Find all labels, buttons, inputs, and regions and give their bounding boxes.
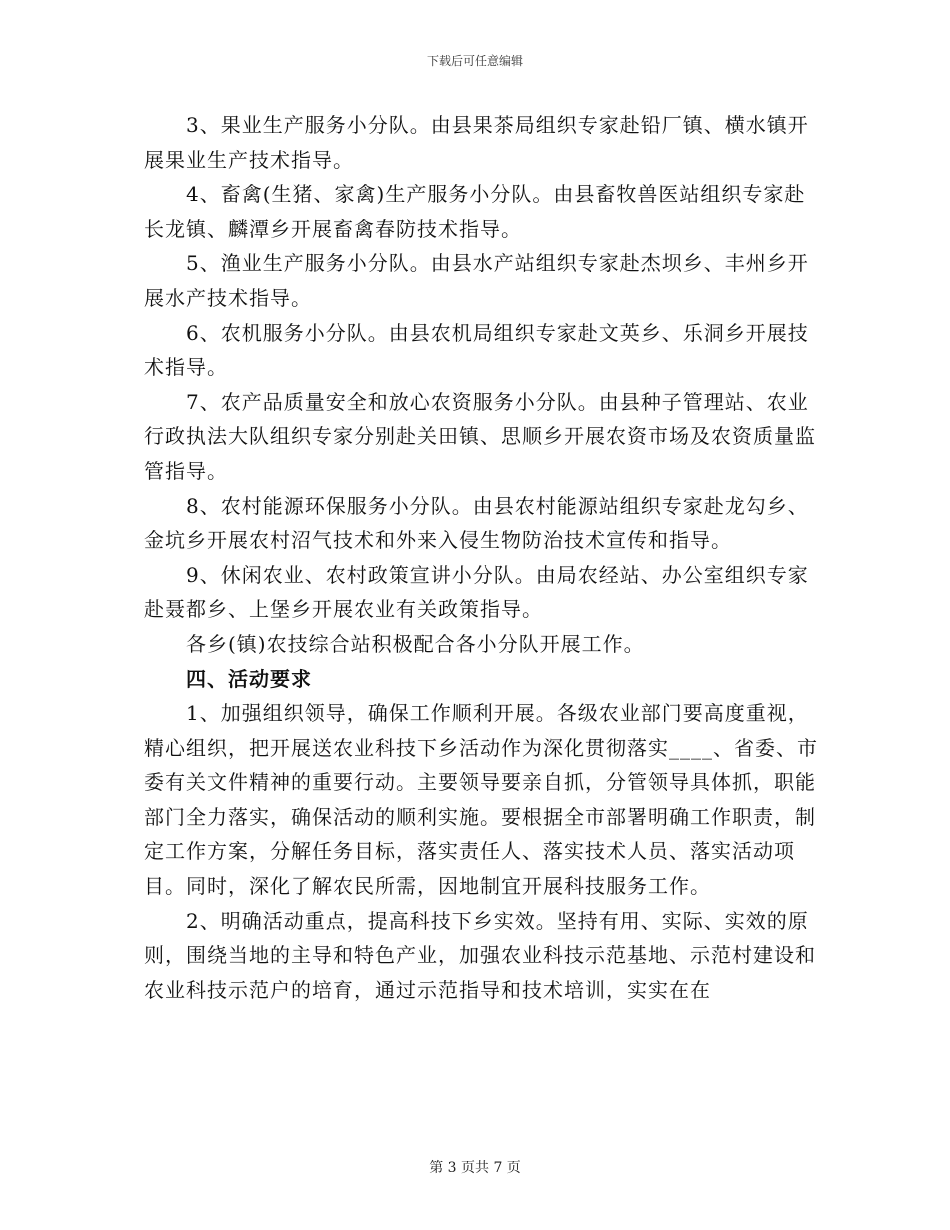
paragraph-leisure-team: 9、休闲农业、农村政策宣讲小分队。由局农经站、办公室组织专家赴聂都乡、上堡乡开展农业有关政策指导。 [144, 562, 809, 622]
paragraph-fruit-team: 3、果业生产服务小分队。由县果茶局组织专家赴铅厂镇、横水镇开展果业生产技术指导。 [144, 113, 809, 172]
requirement-item-1: 1、加强组织领导，确保工作顺利开展。各级农业部门要高度重视，精心组织，把开展送农业科技下乡活动作为深化贯彻落实____、省委、市委有关文件精神的重要行动。主要领导要亲自抓，分管领导具体抓，职能部门全力落实，确保活动的顺利实施。要根据全市部署明确工作职责，制定工作方案，分解任务目标，落实责任人、落实技术人员、落实活动项目。同时，深化了解农民所需，因地制宜开展科技服务工作。 [144, 701, 818, 899]
page-header: 下载后可任意编辑 [426, 54, 523, 68]
document-body [144, 108, 824, 1007]
paragraph-township-stations: 各乡(镇)农技综合站积极配合各小分队开展工作。 [186, 631, 645, 656]
section-heading: 四、活动要求 [186, 666, 312, 691]
paragraph-fishery-team: 5、渔业生产服务小分队。由县水产站组织专家赴杰坝乡、丰州乡开展水产技术指导。 [144, 251, 809, 310]
paragraph-energy-team: 8、农村能源环保服务小分队。由县农村能源站组织专家赴龙勾乡、金坑乡开展农村沼气技术和外来入侵生物防治技术宣传和指导。 [144, 493, 809, 553]
paragraph-livestock-team: 4、畜禽(生猪、家禽)生产服务小分队。由县畜牧兽医站组织专家赴长龙镇、麟潭乡开展畜禽春防技术指导。 [144, 182, 806, 241]
paragraph-machinery-team: 6、农机服务小分队。由县农机局组织专家赴文英乡、乐洞乡开展技术指导。 [144, 320, 809, 380]
requirement-item-2: 2、明确活动重点，提高科技下乡实效。坚持有用、实际、实效的原则，围绕当地的主导和特色产业，加强农业科技示范基地、示范村建设和农业科技示范户的培育，通过示范指导和技术培训，实实在在 [144, 908, 816, 1002]
page-footer: 第 3 页共 7 页 [429, 1160, 521, 1176]
paragraph-quality-team: 7、农产品质量安全和放心农资服务小分队。由县种子管理站、农业行政执法大队组织专家分别赴关田镇、思顺乡开展农资市场及农资质量监管指导。 [144, 389, 816, 483]
